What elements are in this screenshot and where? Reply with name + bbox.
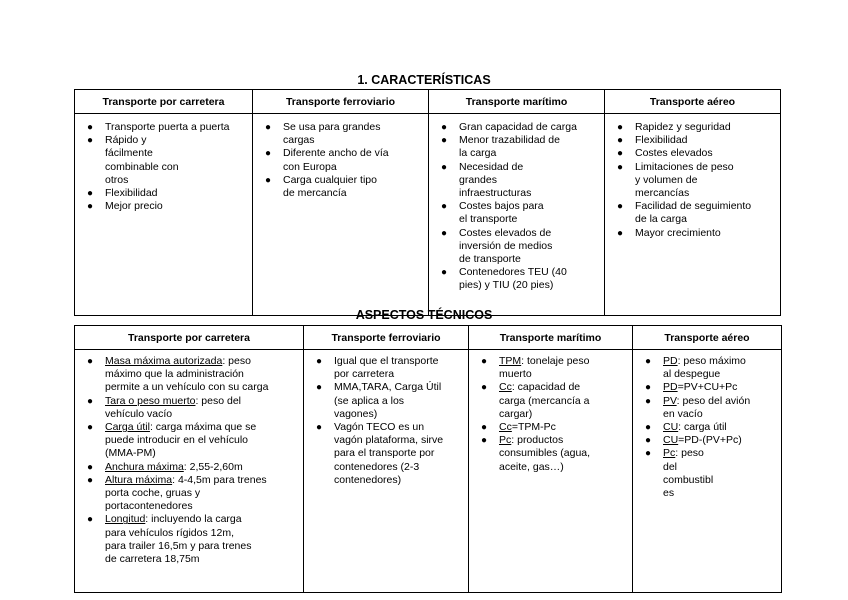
list-item <box>617 121 780 134</box>
list-item <box>617 200 780 226</box>
item-text-line: al despegue <box>663 368 721 381</box>
bullet-icon: ● <box>265 174 272 186</box>
list-item <box>441 200 604 226</box>
term-label: Masa máxima autorizada <box>105 355 223 367</box>
item-text-line: : capacidad de <box>511 381 581 394</box>
bullet-icon: ● <box>481 422 488 434</box>
item-text-line: es <box>663 487 675 500</box>
item-text-line: la carga <box>459 147 497 160</box>
item-text-line: pies) y TIU (20 pies) <box>459 279 554 292</box>
item-text-line: Rapidez y seguridad <box>635 121 731 133</box>
term-label: Longitud <box>105 513 146 526</box>
item-text-line: Se usa para grandes <box>283 121 381 133</box>
item-text-line: MMA,TARA, Carga Útil <box>334 381 442 394</box>
bullet-icon: ● <box>481 435 488 447</box>
list-item <box>87 200 252 213</box>
item-text-line: para el transporte por <box>334 447 435 460</box>
header-carretera: Transporte por carretera <box>75 90 253 114</box>
bullet-icon: ● <box>441 135 448 147</box>
cell-maritimo <box>429 114 605 316</box>
item-text-line: Carga cualquier tipo <box>283 173 377 186</box>
item-text-line: Mayor crecimiento <box>635 226 721 239</box>
list-item <box>481 434 632 474</box>
item-text-line: Limitaciones de peso <box>635 160 734 173</box>
item-text-line: contenedores) <box>334 473 402 486</box>
item-text-line: consumibles (agua, <box>499 447 591 460</box>
item-text-line: : peso del avión <box>676 394 751 407</box>
list-item <box>645 355 781 381</box>
item-text-line: Facilidad de seguimiento <box>635 200 752 213</box>
item-text-line: Flexibilidad <box>105 187 158 200</box>
bullet-list <box>304 350 468 487</box>
cell-carretera <box>75 114 253 316</box>
list-item <box>87 395 303 421</box>
item-text-line: (se aplica a los <box>334 394 405 407</box>
list-item <box>316 421 468 487</box>
item-text-line: =PD-(PV+Pc) <box>678 434 742 447</box>
bullet-icon: ● <box>316 356 323 367</box>
term-label: TPM <box>499 355 522 367</box>
item-text-line: (MMA-PM) <box>105 447 156 460</box>
bullet-icon: ● <box>265 148 272 160</box>
list-item <box>265 147 428 173</box>
bullet-icon: ● <box>617 148 624 160</box>
item-text-line: cargar) <box>499 407 533 420</box>
bullet-list <box>469 350 632 474</box>
bullet-icon: ● <box>265 122 272 133</box>
list-item <box>645 434 781 447</box>
list-item <box>645 381 781 394</box>
list-item <box>441 227 604 267</box>
bullet-icon: ● <box>441 227 448 239</box>
bullet-icon: ● <box>441 122 448 133</box>
item-text-line: el transporte <box>459 213 518 226</box>
bullet-icon: ● <box>441 161 448 173</box>
bullet-icon: ● <box>87 474 94 486</box>
list-item <box>617 147 780 160</box>
item-text-line: Gran capacidad de carga <box>459 121 577 133</box>
list-item <box>645 395 781 421</box>
header-aereo: Transporte aéreo <box>633 326 782 350</box>
item-text-line: de la carga <box>635 213 687 226</box>
bullet-icon: ● <box>87 514 94 526</box>
item-text-line: =PV+CU+Pc <box>677 381 738 394</box>
item-text-line: : 2,55-2,60m <box>183 460 243 473</box>
list-item <box>481 381 632 421</box>
item-text-line: del <box>663 460 678 473</box>
item-text-line: combinable con <box>105 160 179 173</box>
list-item <box>441 134 604 160</box>
item-text-line: Flexibilidad <box>635 134 688 147</box>
list-item <box>265 121 428 147</box>
item-text-line: : carga útil <box>678 421 727 434</box>
term-label: Cc <box>499 381 512 394</box>
item-text-line: para trailer 16,5m y para trenes <box>105 539 252 552</box>
item-text-line: fácilmente <box>105 147 153 160</box>
item-text-line: cargas <box>283 134 315 147</box>
bullet-icon: ● <box>87 188 94 200</box>
bullet-list <box>429 114 604 293</box>
item-text-line: inversión de medios <box>459 239 553 252</box>
bullet-icon: ● <box>87 201 94 213</box>
list-item <box>87 461 303 474</box>
item-text-line: Costes elevados de <box>459 226 552 239</box>
item-text-line: por carretera <box>334 368 395 381</box>
item-text-line: Contenedores TEU (40 <box>459 266 567 279</box>
cell-ferroviario <box>304 350 469 593</box>
item-text-line: vagones) <box>334 407 378 420</box>
list-item <box>617 227 780 240</box>
list-item <box>441 161 604 201</box>
term-label: PD <box>663 381 678 394</box>
bullet-icon: ● <box>481 356 488 367</box>
item-text-line: Igual que el transporte <box>334 355 439 367</box>
bullet-icon: ● <box>617 135 624 147</box>
item-text-line: para vehículos rígidos 12m, <box>105 526 234 539</box>
cell-carretera <box>75 350 304 593</box>
item-text-line: máximo que la administración <box>105 368 244 381</box>
aspectos-tecnicos-title: ASPECTOS TÉCNICOS <box>355 308 493 322</box>
item-text-line: de mercancía <box>283 187 347 200</box>
item-text-line: Necesidad de <box>459 160 524 173</box>
header-ferroviario: Transporte ferroviario <box>253 90 429 114</box>
term-label: Anchura máxima <box>105 460 184 473</box>
item-text-line: : 4-4,5m para trenes <box>172 473 267 486</box>
item-text-line: Costes elevados <box>635 147 713 160</box>
header-ferroviario: Transporte ferroviario <box>304 326 469 350</box>
item-text-line: vehículo vacío <box>105 407 173 420</box>
header-carretera: Transporte por carretera <box>75 326 304 350</box>
bullet-icon: ● <box>617 161 624 173</box>
item-text-line: permite a un vehículo con su carga <box>105 381 269 394</box>
term-label: Pc <box>663 447 676 460</box>
bullet-icon: ● <box>645 395 652 407</box>
bullet-icon: ● <box>441 201 448 213</box>
term-label: Altura máxima <box>105 473 173 486</box>
list-item <box>645 421 781 434</box>
item-text-line: de transporte <box>459 253 521 266</box>
bullet-icon: ● <box>481 382 488 394</box>
bullet-icon: ● <box>645 382 652 394</box>
item-text-line: muerto <box>499 368 532 381</box>
item-text-line: Diferente ancho de vía <box>283 147 389 160</box>
list-item <box>441 121 604 134</box>
item-text-line: portacontenedores <box>105 500 193 513</box>
bullet-icon: ● <box>441 267 448 279</box>
list-item <box>481 421 632 434</box>
term-label: Tara o peso muerto <box>105 394 196 407</box>
list-item <box>441 266 604 292</box>
list-item <box>87 121 252 134</box>
bullet-icon: ● <box>645 356 652 367</box>
bullet-icon: ● <box>617 122 624 133</box>
header-aereo: Transporte aéreo <box>605 90 781 114</box>
item-text-line: combustibl <box>663 473 714 486</box>
header-maritimo: Transporte marítimo <box>429 90 605 114</box>
item-text-line: : incluyendo la carga <box>145 513 242 526</box>
bullet-icon: ● <box>87 122 94 133</box>
bullet-icon: ● <box>87 422 94 434</box>
term-label: CU <box>663 434 679 447</box>
list-item <box>87 421 303 461</box>
item-text-line: otros <box>105 173 129 186</box>
bullet-icon: ● <box>645 448 652 460</box>
list-item <box>87 474 303 514</box>
item-text-line: : peso <box>222 355 251 367</box>
item-text-line: : peso máximo <box>677 355 746 367</box>
item-text-line: Transporte puerta a puerta <box>105 121 230 133</box>
item-text-line: Mejor precio <box>105 200 163 213</box>
list-item <box>87 513 303 566</box>
list-item <box>265 174 428 200</box>
cell-aereo <box>633 350 782 593</box>
item-text-line: aceite, gas…) <box>499 460 564 473</box>
bullet-icon: ● <box>617 227 624 239</box>
list-item <box>87 187 252 200</box>
list-item <box>316 355 468 381</box>
item-text-line: : tonelaje peso <box>521 355 590 367</box>
item-text-line: puede introducir en el vehículo <box>105 434 249 447</box>
item-text-line: vagón plataforma, sirve <box>334 434 444 447</box>
item-text-line: Menor trazabilidad de <box>459 134 560 147</box>
bullet-icon: ● <box>316 382 323 394</box>
item-text-line: Costes bajos para <box>459 200 544 213</box>
item-text-line: : peso <box>675 447 704 460</box>
term-label: PV <box>663 394 677 407</box>
item-text-line: en vacío <box>663 407 703 420</box>
item-text-line: porta coche, gruas y <box>105 487 201 500</box>
bullet-icon: ● <box>645 422 652 434</box>
item-text-line: con Europa <box>283 160 337 173</box>
header-maritimo: Transporte marítimo <box>469 326 633 350</box>
item-text-line: de carretera 18,75m <box>105 553 200 566</box>
item-text-line: =TPM-Pc <box>511 421 556 434</box>
bullet-icon: ● <box>87 395 94 407</box>
bullet-list <box>75 350 303 566</box>
list-item <box>481 355 632 381</box>
bullet-list <box>253 114 428 200</box>
item-text-line: : carga máxima que se <box>149 421 257 434</box>
bullet-icon: ● <box>87 356 94 367</box>
bullet-list <box>75 114 252 213</box>
item-text-line: : productos <box>511 434 564 447</box>
bullet-icon: ● <box>87 461 94 473</box>
item-text-line: grandes <box>459 173 497 186</box>
bullet-icon: ● <box>617 201 624 213</box>
caracteristicas-title: 1. CARACTERÍSTICAS <box>357 73 491 87</box>
bullet-icon: ● <box>645 435 652 447</box>
item-text-line: infraestructuras <box>459 187 532 200</box>
list-item <box>645 447 781 500</box>
term-label: Cc <box>499 421 512 434</box>
bullet-icon: ● <box>316 422 323 434</box>
item-text-line: y volumen de <box>635 173 698 186</box>
list-item <box>87 134 252 187</box>
item-text-line: mercancías <box>635 187 690 200</box>
term-label: CU <box>663 421 679 434</box>
bullet-list <box>633 350 781 500</box>
item-text-line: Vagón TECO es un <box>334 421 425 434</box>
list-item <box>617 161 780 201</box>
cell-ferroviario <box>253 114 429 316</box>
list-item <box>316 381 468 421</box>
term-label: Pc <box>499 434 512 447</box>
cell-maritimo <box>469 350 633 593</box>
item-text-line: : peso del <box>195 394 242 407</box>
caracteristicas-table <box>74 89 781 316</box>
item-text-line: contenedores (2-3 <box>334 460 420 473</box>
list-item <box>87 355 303 395</box>
bullet-list <box>605 114 780 240</box>
term-label: Carga útil <box>105 421 150 434</box>
item-text-line: Rápido y <box>105 134 147 147</box>
item-text-line: carga (mercancía a <box>499 394 590 407</box>
aspectos-tecnicos-table <box>74 325 782 593</box>
bullet-icon: ● <box>87 135 94 147</box>
term-label: PD <box>663 355 678 367</box>
list-item <box>617 134 780 147</box>
cell-aereo <box>605 114 781 316</box>
